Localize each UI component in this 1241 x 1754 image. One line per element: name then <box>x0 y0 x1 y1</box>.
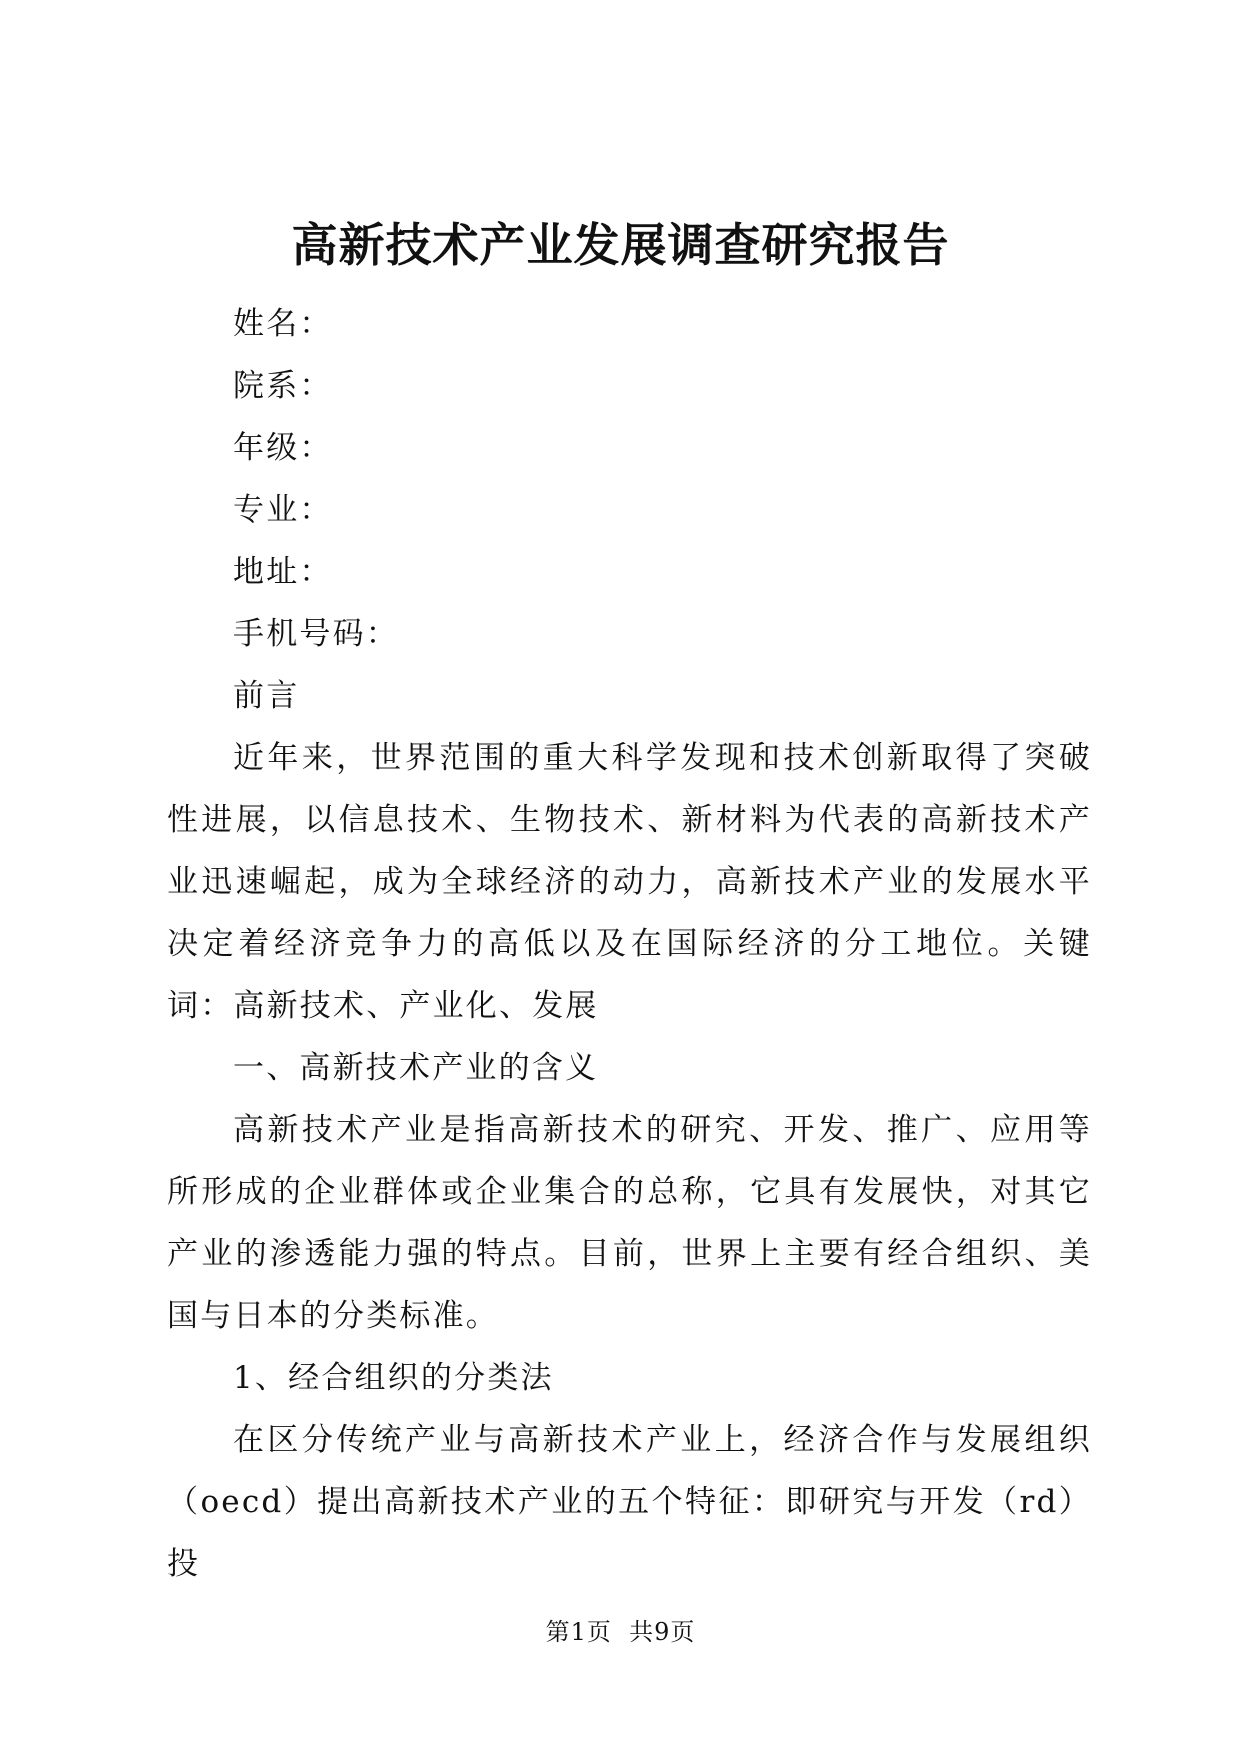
page-number: 1 <box>570 1618 587 1646</box>
total-label-suffix: 页 <box>670 1618 696 1646</box>
phone-field-label: 手机号码： <box>233 616 399 652</box>
subsection-heading: 1、经合组织的分类法 <box>233 1360 554 1396</box>
major-field-label: 专业： <box>233 492 333 528</box>
document-title: 高新技术产业发展调查研究报告 <box>291 218 950 272</box>
total-pages: 9 <box>654 1618 671 1646</box>
address-field-label: 地址： <box>233 554 333 590</box>
footer-spacer <box>612 1618 629 1646</box>
section-heading: 一、高新技术产业的含义 <box>233 1050 599 1086</box>
grade-field-label: 年级： <box>233 430 333 466</box>
foreword-paragraph: 近年来，世界范围的重大科学发现和技术创新取得了突破性进展，以信息技术、生物技术、新材料为代表的高新技术产业迅速崛起，成为全球经济的动力，高新技术产业的发展水平决定着经济竞争力的高低以及在国际经济的分工地位。关键词：高新技术、产业化、发展 <box>167 740 1092 1024</box>
definition-paragraph: 高新技术产业是指高新技术的研究、开发、推广、应用等所形成的企业群体或企业集合的总称，它具有发展快，对其它产业的渗透能力强的特点。目前，世界上主要有经合组织、美国与日本的分类标准。 <box>167 1112 1092 1334</box>
name-field-label: 姓名： <box>233 306 333 342</box>
department-field-label: 院系： <box>233 368 333 404</box>
page-label-suffix: 页 <box>586 1618 612 1646</box>
oecd-paragraph: 在区分传统产业与高新技术产业上，经济合作与发展组织（oecd）提出高新技术产业的五个特征：即研究与开发（rd）投 <box>167 1422 1092 1582</box>
page-footer <box>0 1612 1241 1647</box>
total-label-prefix: 共 <box>629 1618 655 1646</box>
page-label-prefix: 第 <box>545 1618 571 1646</box>
document-body <box>167 293 1092 1595</box>
foreword-heading: 前言 <box>233 678 300 714</box>
